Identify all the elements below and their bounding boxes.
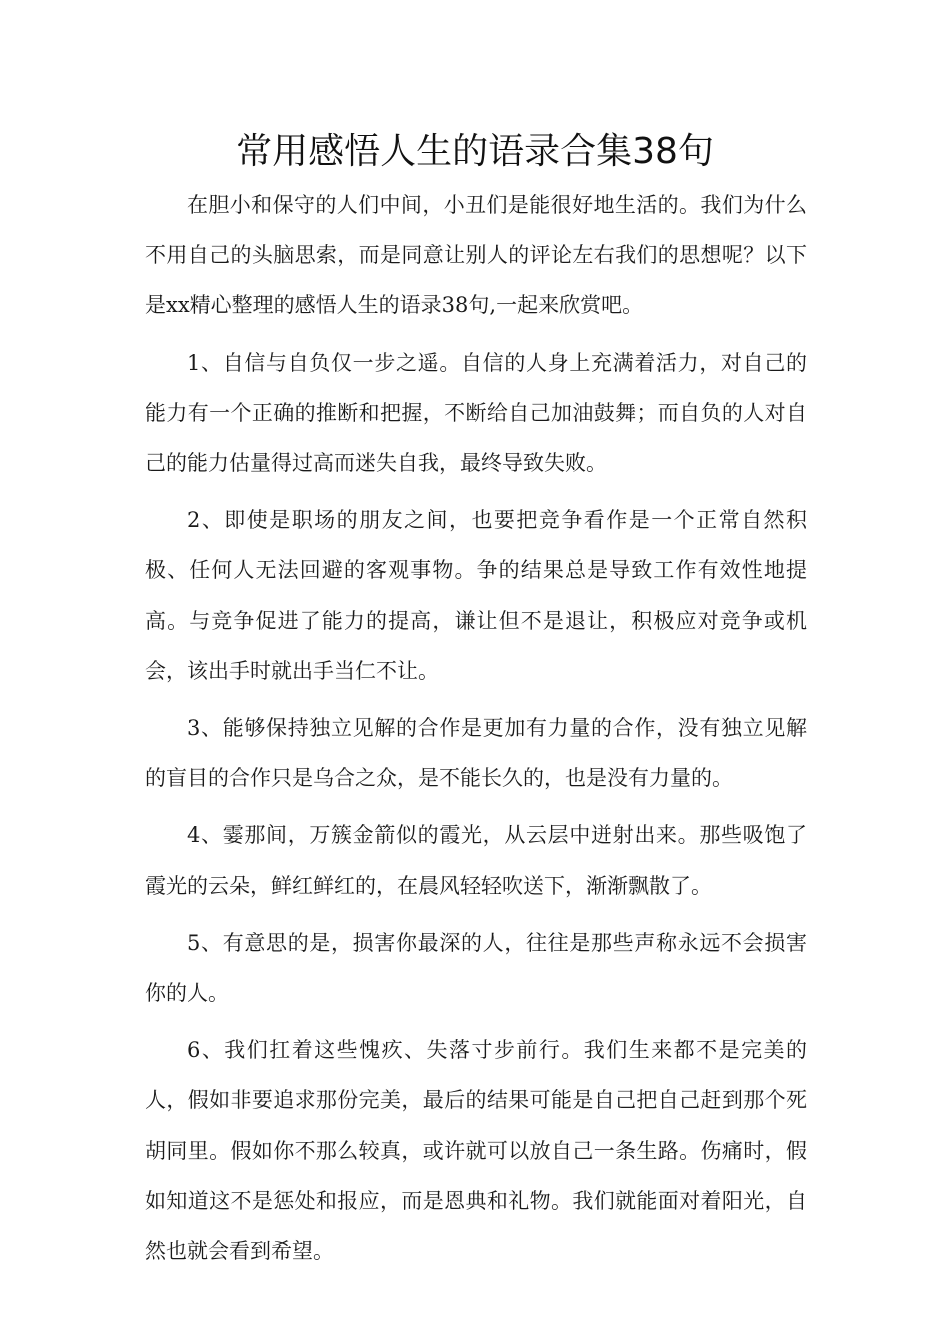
quote-paragraph-4: 4、霎那间，万簇金箭似的霞光，从云层中迸射出来。那些吸饱了霞光的云朵，鲜红鲜红的，在晨风轻轻吹送下，渐渐飘散了。: [145, 823, 807, 898]
quote-paragraph-2: 2、即使是职场的朋友之间，也要把竞争看作是一个正常自然积极、任何人无法回避的客观事物。争的结果总是导致工作有效性地提高。与竞争促进了能力的提高，谦让但不是退让，积极应对竞争或机会，该出手时就出手当仁不让。: [145, 508, 807, 683]
quote-paragraph-6: 6、我们扛着这些愧疚、失落寸步前行。我们生来都不是完美的人，假如非要追求那份完美，最后的结果可能是自己把自己赶到那个死胡同里。假如你不那么较真，或许就可以放自己一条生路。伤痛时，假如知道这不是惩处和报应，而是恩典和礼物。我们就能面对着阳光，自然也就会看到希望。: [145, 1038, 807, 1264]
quote-paragraph-3: 3、能够保持独立见解的合作是更加有力量的合作，没有独立见解的盲目的合作只是乌合之众，是不能长久的，也是没有力量的。: [145, 716, 807, 791]
quote-paragraph-5: 5、有意思的是，损害你最深的人，往往是那些声称永远不会损害你的人。: [145, 930, 807, 1006]
intro-paragraph: 在胆小和保守的人们中间，小丑们是能很好地生活的。我们为什么不用自己的头脑思索，而是同意让别人的评论左右我们的思想呢？以下是xx精心整理的感悟人生的语录38句,一起来欣赏吧。: [145, 193, 807, 318]
document-body: [145, 180, 807, 1283]
quote-paragraph-1: 1、自信与自负仅一步之遥。自信的人身上充满着活力，对自己的能力有一个正确的推断和把握，不断给自己加油鼓舞；而自负的人对自己的能力估量得过高而迷失自我，最终导致失败。: [145, 350, 807, 476]
document-title: 常用感悟人生的语录合集38句: [236, 131, 714, 172]
